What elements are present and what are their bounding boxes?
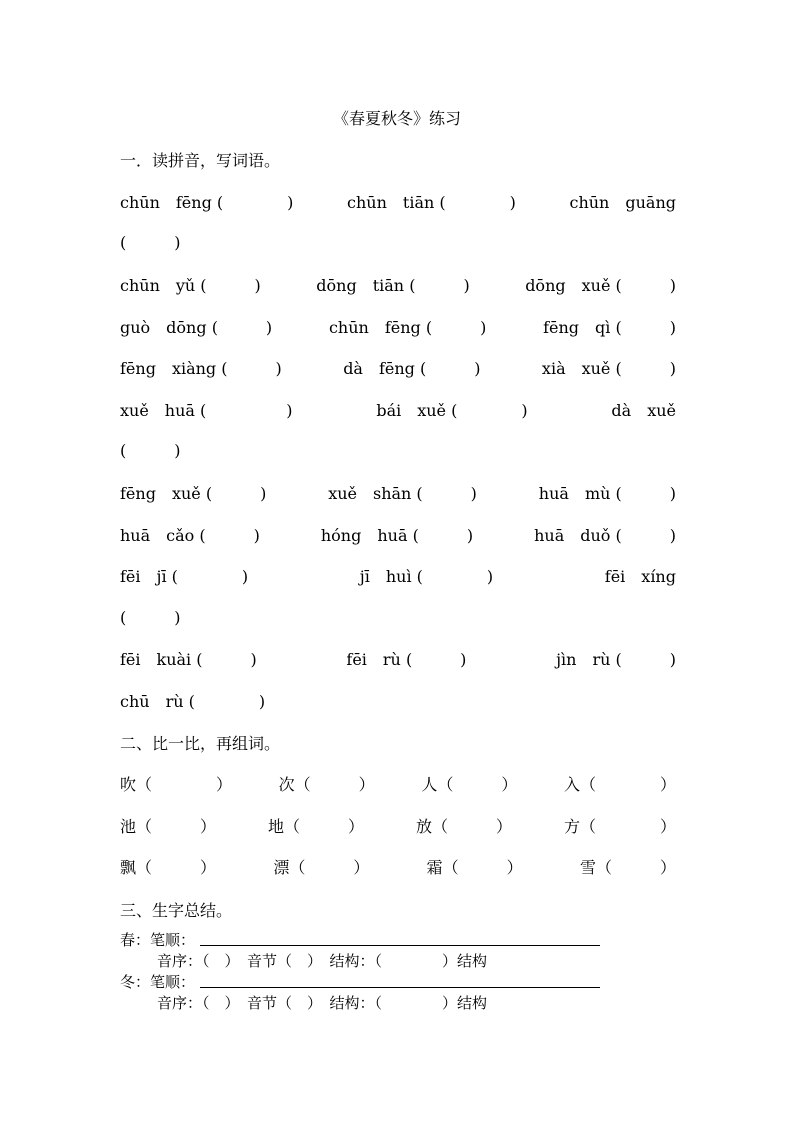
pinyin-item: chūn fēng ( ) xyxy=(328,317,487,337)
pinyin-item: fēi rù ( ) xyxy=(346,649,467,669)
pinyin-item: dà xuě xyxy=(611,400,676,420)
compare-item: 吹（ ） xyxy=(120,774,233,794)
compare-row-2 xyxy=(120,813,676,837)
compare-row-1 xyxy=(120,771,676,795)
pinyin-item: hóng huā ( ) xyxy=(320,525,474,545)
chun-strokes-underline xyxy=(200,945,600,946)
pinyin-item: xuě huā ( ) xyxy=(120,400,293,420)
compare-row-3 xyxy=(120,854,676,878)
pinyin-item: chūn tiān ( ) xyxy=(347,192,516,212)
pinyin-row-5 xyxy=(120,355,676,379)
pinyin-item: jìn rù ( ) xyxy=(556,649,676,669)
compare-item: 飘（ ） xyxy=(120,857,217,877)
pinyin-item: fēi kuài ( ) xyxy=(120,649,257,669)
pinyin-item: fēng xiàng ( ) xyxy=(120,358,282,378)
pinyin-item: dōng tiān ( ) xyxy=(316,275,470,295)
pinyin-item: chūn yǔ ( ) xyxy=(120,275,261,295)
pinyin-row-1 xyxy=(120,189,676,213)
pinyin-item: fēi xíng xyxy=(604,566,676,586)
compare-item: 霜（ ） xyxy=(426,857,523,877)
pinyin-item: fēng qì ( ) xyxy=(543,317,676,337)
pinyin-row-13 xyxy=(120,688,676,712)
pinyin-row-9 xyxy=(120,522,676,546)
pinyin-item: xuě shān ( ) xyxy=(328,483,477,503)
pinyin-item: jī huì ( ) xyxy=(359,566,494,586)
compare-item: 池（ ） xyxy=(120,816,217,836)
answer-blank: ( ) xyxy=(120,232,181,252)
pinyin-item: chūn fēng ( ) xyxy=(120,192,294,212)
pinyin-row-7 xyxy=(120,437,676,461)
pinyin-item: bái xuě ( ) xyxy=(376,400,528,420)
page-title: 《春夏秋冬》练习 xyxy=(332,109,461,128)
dong-info-line: 音序：（ ） 音节（ ） 结构：（ ）结构 xyxy=(157,994,488,1012)
pinyin-item: huā mù ( ) xyxy=(538,483,676,503)
pinyin-item: chūn guāng xyxy=(569,192,676,212)
answer-blank: ( ) xyxy=(120,607,181,627)
pinyin-row-10 xyxy=(120,563,676,587)
section3-heading: 三、生字总结。 xyxy=(120,901,233,920)
dong-strokes-label: 冬：笔顺： xyxy=(120,973,196,991)
section2-heading: 二、比一比，再组词。 xyxy=(120,734,281,753)
compare-item: 方（ ） xyxy=(563,816,676,836)
compare-item: 人（ ） xyxy=(421,774,518,794)
pinyin-item: dà fēng ( ) xyxy=(343,358,481,378)
chun-strokes-label: 春：笔顺： xyxy=(120,931,196,949)
dong-strokes-underline xyxy=(200,987,600,988)
pinyin-item: fēi jī ( ) xyxy=(120,566,249,586)
compare-item: 雪（ ） xyxy=(579,857,676,877)
pinyin-item: fēng xuě ( ) xyxy=(120,483,267,503)
compare-item: 地（ ） xyxy=(267,816,364,836)
pinyin-row-2 xyxy=(120,229,676,253)
compare-item: 放（ ） xyxy=(415,816,512,836)
pinyin-row-12 xyxy=(120,646,676,670)
pinyin-item: huā cǎo ( ) xyxy=(120,525,260,545)
pinyin-item: huā duǒ ( ) xyxy=(534,525,676,545)
compare-item: 入（ ） xyxy=(563,774,676,794)
chun-info-line: 音序：（ ） 音节（ ） 结构：（ ）结构 xyxy=(157,952,488,970)
pinyin-item: guò dōng ( ) xyxy=(120,317,273,337)
pinyin-row-3 xyxy=(120,272,676,296)
pinyin-item: dōng xuě ( ) xyxy=(525,275,676,295)
pinyin-row-4 xyxy=(120,314,676,338)
section1-heading: 一．读拼音，写词语。 xyxy=(120,151,281,170)
pinyin-row-11 xyxy=(120,604,676,628)
compare-item: 漂（ ） xyxy=(273,857,370,877)
pinyin-item: chū rù ( ) xyxy=(120,691,266,711)
answer-blank: ( ) xyxy=(120,440,181,460)
compare-item: 次（ ） xyxy=(278,774,375,794)
pinyin-item: xià xuě ( ) xyxy=(541,358,676,378)
pinyin-row-6 xyxy=(120,397,676,421)
pinyin-row-8 xyxy=(120,480,676,504)
